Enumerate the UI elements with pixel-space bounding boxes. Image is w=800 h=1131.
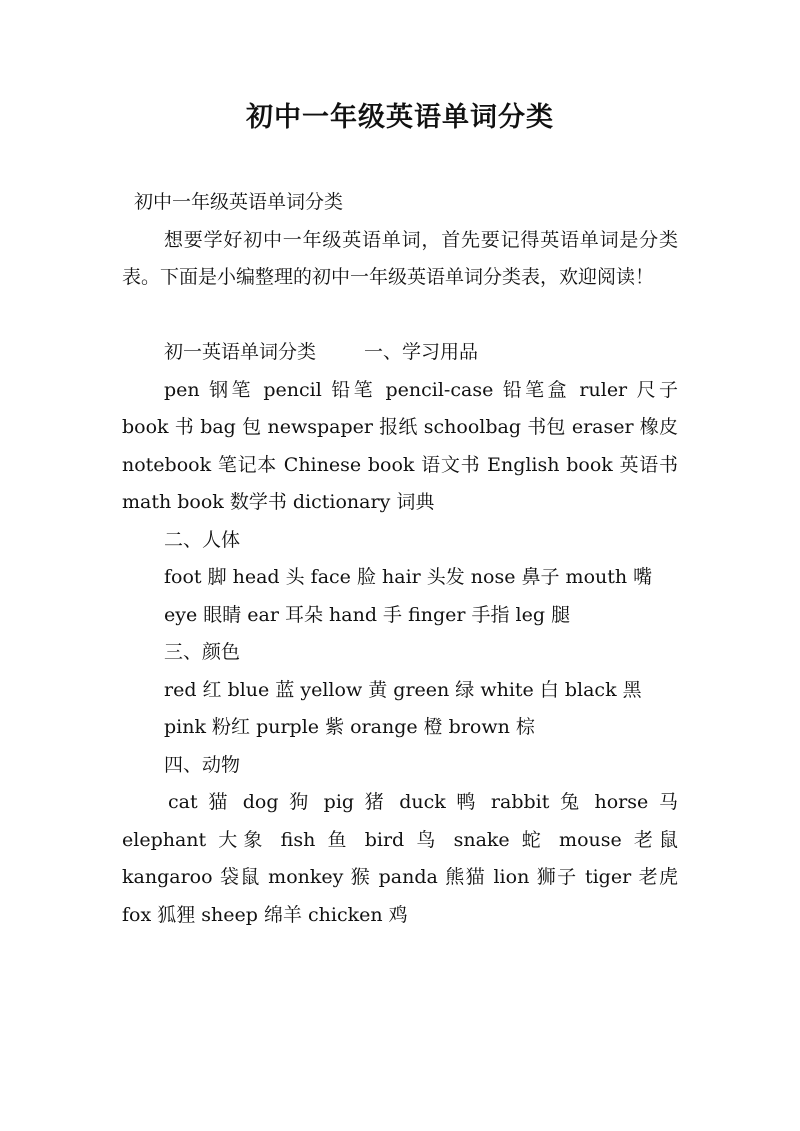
stationery-vocabulary: pen 钢笔 pencil 铅笔 pencil-case 铅笔盒 ruler 尺子 book 书 bag 包 newspaper 报纸 schoolbag 书包 eraser 橡皮 notebook 笔记本 Chinese book 语文书 English book 英语书 math book 数学书 dictionary 词典	[122, 378, 678, 513]
animals-vocabulary: cat 猫 dog 狗 pig 猪 duck 鸭 rabbit 兔 horse 马 elephant 大象 fish 鱼 bird 鸟 snake 蛇 mouse 老鼠 kangaroo 袋鼠 monkey 猴 panda 熊猫 lion 狮子 tiger 老虎 fox 狐狸 sheep 绵羊 chicken 鸡	[122, 791, 678, 926]
body-parts-line-2: eye 眼睛 ear 耳朵 hand 手 finger 手指 leg 腿	[164, 603, 571, 626]
colors-line-2: pink 粉红 purple 紫 orange 橙 brown 棕	[164, 716, 535, 738]
intro-paragraph: 想要学好初中一年级英语单词，首先要记得英语单词是分类表。下面是小编整理的初中一年级英语单词分类表，欢迎阅读！	[122, 228, 678, 288]
section-heading	[122, 334, 678, 372]
body-parts-line-1: foot 脚 head 头 face 脸 hair 头发 nose 鼻子 mouth 嘴	[164, 566, 653, 588]
section-heading-left: 初一英语单词分类	[164, 341, 317, 363]
document-body	[122, 184, 678, 934]
subtitle: 初中一年级英语单词分类	[134, 191, 344, 213]
colors-line-1: red 红 blue 蓝 yellow 黄 green 绿 white 白 black 黑	[164, 678, 642, 701]
section-heading-stationery: 一、学习用品	[364, 341, 479, 363]
colors-heading: 三、颜色	[164, 641, 241, 663]
body-parts-heading: 二、人体	[164, 528, 241, 551]
animals-heading: 四、动物	[164, 753, 241, 776]
paragraph-gap	[122, 297, 678, 335]
page-title: 初中一年级英语单词分类	[246, 102, 554, 133]
